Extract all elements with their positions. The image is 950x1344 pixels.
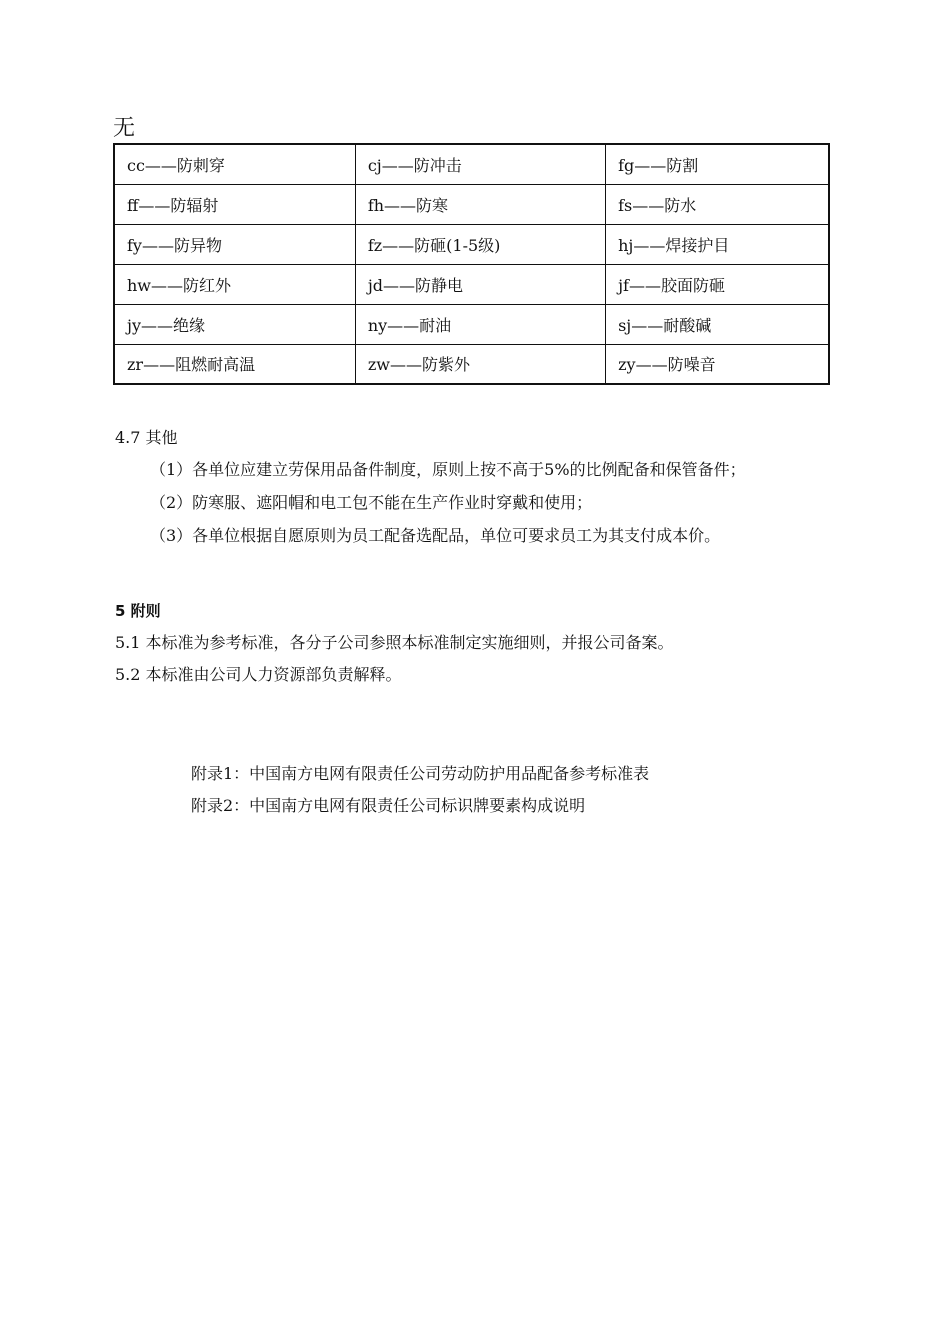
table-row <box>114 224 829 264</box>
table-row <box>114 264 829 304</box>
table-row <box>114 304 829 344</box>
table-row <box>114 144 829 184</box>
table-cell: fs——防水 <box>606 184 829 224</box>
table-cell: jf——胶面防砸 <box>606 264 829 304</box>
table-cell: jd——防静电 <box>355 264 605 304</box>
table-cell: fz——防砸(1-5级) <box>355 224 605 264</box>
table-cell: fy——防异物 <box>114 224 355 264</box>
table-row <box>114 184 829 224</box>
protection-codes-table <box>113 143 830 385</box>
table-row <box>114 344 829 384</box>
table-cell: fh——防寒 <box>355 184 605 224</box>
section-5-heading: 5 附则 <box>115 602 161 620</box>
table-cell: ff——防辐射 <box>114 184 355 224</box>
table-cell: ny——耐油 <box>355 304 605 344</box>
table-cell: zr——阻燃耐高温 <box>114 344 355 384</box>
table-cell: zw——防紫外 <box>355 344 605 384</box>
section-4-7-item-1: （1）各单位应建立劳保用品备件制度，原则上按不高于5%的比例配备和保管备件； <box>150 460 746 479</box>
table-cell: zy——防噪音 <box>606 344 829 384</box>
section-4-7-heading: 4.7 其他 <box>115 428 178 447</box>
section-4-7-item-2: （2）防寒服、遮阳帽和电工包不能在生产作业时穿戴和使用； <box>150 493 593 512</box>
table-cell: hj——焊接护目 <box>606 224 829 264</box>
table-cell: sj——耐酸碱 <box>606 304 829 344</box>
top-character: 无 <box>113 116 136 141</box>
table-cell: cj——防冲击 <box>355 144 605 184</box>
table-cell: hw——防红外 <box>114 264 355 304</box>
section-5-item-2: 5.2 本标准由公司人力资源部负责解释。 <box>115 665 402 684</box>
appendix-1: 附录1：中国南方电网有限责任公司劳动防护用品配备参考标准表 <box>191 764 650 783</box>
section-4-7-item-3: （3）各单位根据自愿原则为员工配备选配品，单位可要求员工为其支付成本价。 <box>150 526 721 545</box>
appendix-2: 附录2：中国南方电网有限责任公司标识牌要素构成说明 <box>191 796 586 815</box>
section-5-item-1: 5.1 本标准为参考标准，各分子公司参照本标准制定实施细则，并报公司备案。 <box>115 633 674 652</box>
table-cell: jy——绝缘 <box>114 304 355 344</box>
table-cell: cc——防刺穿 <box>114 144 355 184</box>
table-cell: fg——防割 <box>606 144 829 184</box>
